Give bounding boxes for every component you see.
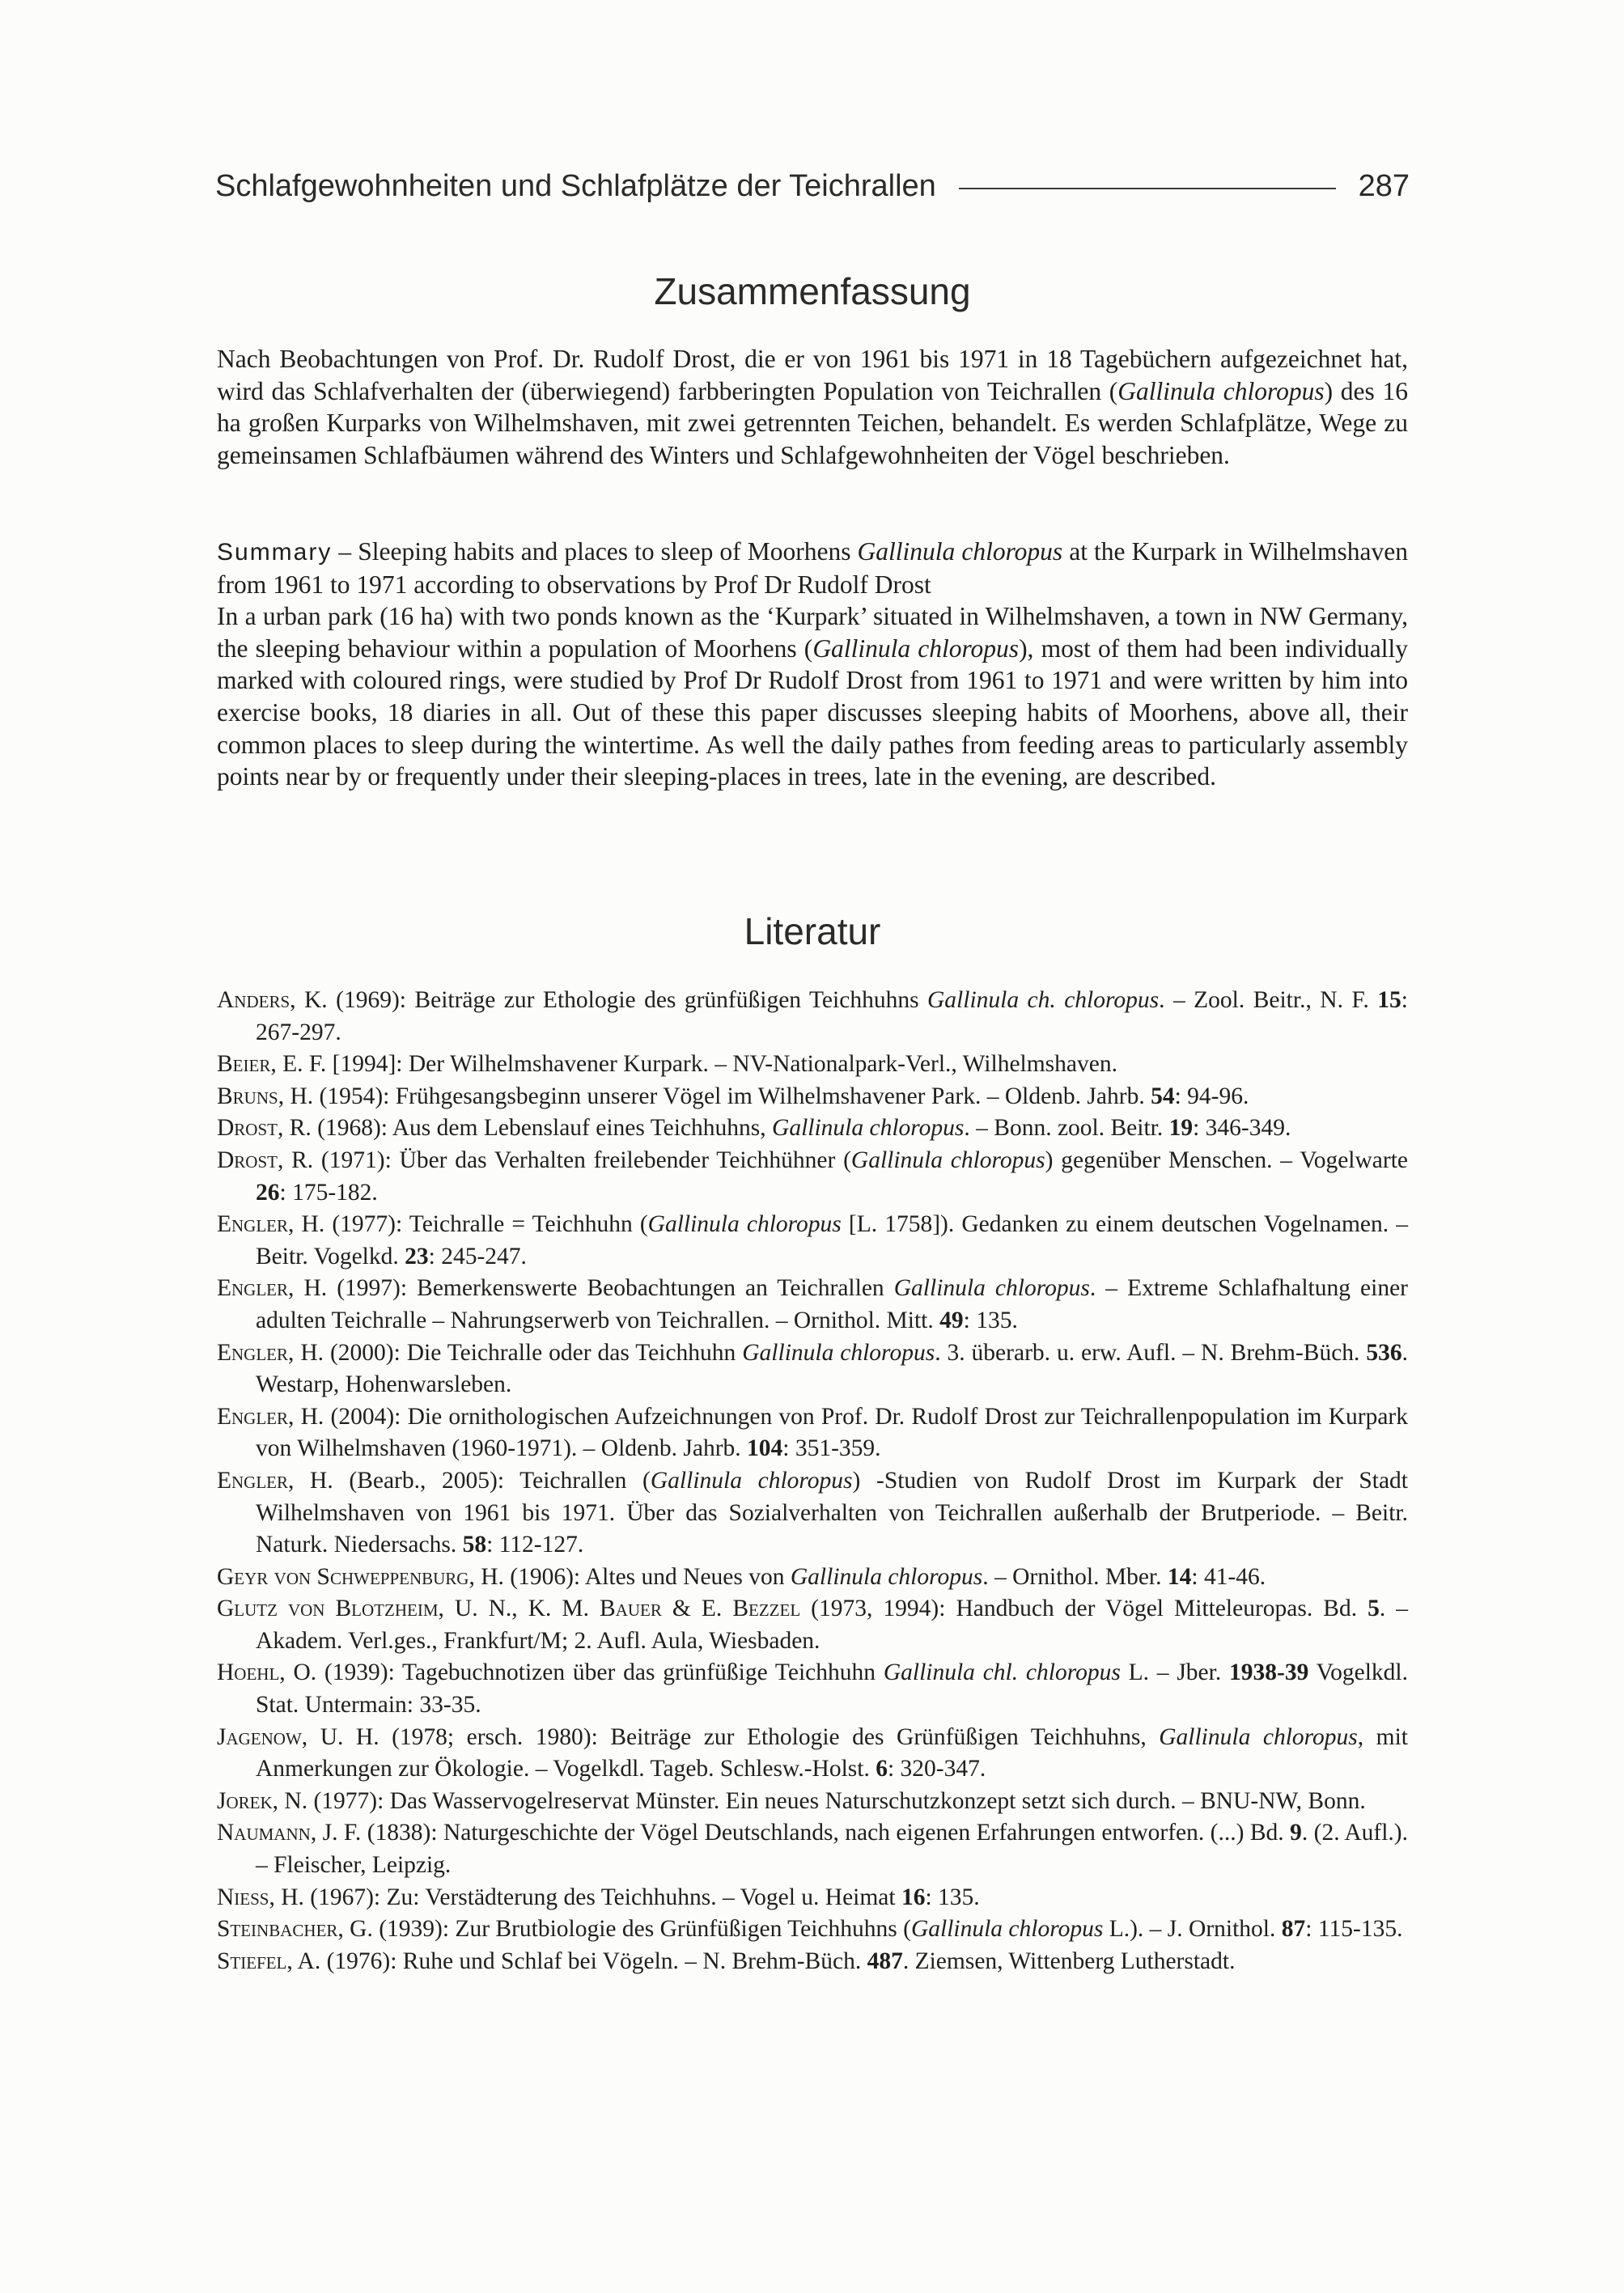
ref-text: : 351-359.: [782, 1435, 881, 1462]
ref-author: Jagenow: [217, 1723, 302, 1750]
running-head: [215, 166, 1410, 206]
reference-item: [217, 1657, 1408, 1721]
ref-text: ) -Studien von Rudolf Drost im Kurpark der Stadt Wilhelmshaven von 1961 bis 1971. Über das Sozialverhalten von Teichrallen außerhalb der Brutperiode. – Beitr. Naturk. Niedersachs.: [256, 1467, 1408, 1558]
ref-author: Glutz von Blotzheim: [217, 1596, 439, 1622]
ref-author: Bruns: [217, 1083, 278, 1109]
zusammenfassung-paragraph: [217, 343, 1408, 471]
ref-volume: 16: [901, 1884, 926, 1910]
ref-text: . (2. Aufl.). – Fleischer, Leipzig.: [256, 1820, 1409, 1879]
ref-author: Geyr von Schweppenburg: [217, 1563, 469, 1590]
ref-volume: 58: [462, 1532, 487, 1558]
ref-author: Drost: [217, 1115, 278, 1142]
ref-text: & E.: [661, 1596, 733, 1622]
reference-item: [217, 1593, 1408, 1657]
ref-volume: 104: [747, 1435, 783, 1462]
ref-author: Anders: [217, 987, 290, 1013]
ref-species: Gallinula chloropus: [893, 1275, 1090, 1302]
ref-text: : 135.: [963, 1307, 1018, 1333]
summary-text-2: ), most of them had been individually marked with coloured rings, were studied by Prof Dr Rudolf Drost from 1961 to 1971 and were written by him into exercise books, 18 diaries in all. Out of these this paper discusses sleeping habits of Moorhens, above all, their common places to sleep during the wintertime. As well the daily pathes from feeding areas to particularly assembly points near by or frequently under their sleeping-places in trees, late in the evening, are described.: [217, 634, 1408, 791]
ref-text: , mit Anmerkungen zur Ökologie. – Vogelkdl. Tageb. Schlesw.-Holst.: [256, 1723, 1409, 1782]
ref-text: , G. (1939): Zur Brutbiologie des Grünfüßigen Teichhuhns (: [337, 1916, 911, 1943]
ref-volume: 9: [1290, 1820, 1302, 1846]
ref-text: . – Extreme Schlafhaltung einer adulten Teichralle – Nahrungserwerb von Teichrallen. – Ornithol. Mitt.: [256, 1275, 1408, 1333]
ref-author: Beier: [217, 1051, 271, 1078]
ref-text: : 135.: [925, 1884, 980, 1910]
species-name: Gallinula chloropus: [1117, 376, 1325, 405]
ref-volume: 536: [1366, 1339, 1402, 1366]
ref-species: Gallinula chloropus: [850, 1146, 1045, 1173]
zusammenfassung-text-1: Nach Beobachtungen von Prof. Dr. Rudolf Drost, die er von 1961 bis 1971 in 18 Tagebüchern aufgezeichnet hat, wird das Schlafverhalten der (überwiegend) farbberingten Population von Teichrallen (: [217, 345, 1408, 405]
literatur-heading: Literatur: [744, 910, 881, 952]
ref-volume: 87: [1281, 1916, 1306, 1943]
ref-text: . – Bonn. zool. Beitr.: [964, 1115, 1169, 1142]
ref-text: . – Ornithol. Mber.: [982, 1563, 1168, 1590]
ref-text: . – Akadem. Verl.ges., Frankfurt/M; 2. Aufl. Aula, Wiesbaden.: [256, 1596, 1409, 1654]
ref-author: Bezzel: [732, 1596, 801, 1622]
reference-item: [217, 1946, 1408, 1978]
ref-author: Steinbacher: [217, 1916, 338, 1943]
ref-author: Nieß: [217, 1884, 269, 1910]
ref-volume: 49: [939, 1307, 964, 1333]
reference-item: [217, 1081, 1408, 1113]
ref-species: Gallinula chloropus: [910, 1916, 1104, 1943]
ref-text: , H. (2000): Die Teichralle oder das Teichhuhn: [288, 1339, 743, 1366]
ref-text: , U. N., K. M.: [438, 1596, 600, 1622]
reference-item: [217, 1722, 1408, 1786]
ref-text: , H. (1954): Frühgesangsbeginn unserer Vögel im Wilhelmshavener Park. – Oldenb. Jahrb.: [278, 1083, 1151, 1109]
ref-author: Naumann: [217, 1820, 311, 1846]
ref-text: . Ziemsen, Wittenberg Lutherstadt.: [902, 1948, 1236, 1974]
ref-species: Gallinula chloropus: [647, 1211, 842, 1238]
ref-text: (1973, 1994): Handbuch der Vögel Mitteleuropas. Bd.: [800, 1596, 1368, 1622]
ref-volume: 19: [1168, 1115, 1194, 1142]
ref-text: : 267-297.: [256, 987, 1408, 1045]
ref-volume: 23: [405, 1243, 429, 1269]
ref-text: , O. (1939): Tagebuchnotizen über das grünfüßige Teichhuhn: [279, 1659, 884, 1686]
reference-item: [217, 1145, 1408, 1209]
reference-item: [217, 1817, 1408, 1881]
ref-author: Engler: [217, 1403, 289, 1430]
summary-text-1: In a urban park (16 ha) with two ponds known as the ‘Kurpark’ situated in Wilhelmshaven, a town in NW Germany, the sleeping behaviour within a population of Moorhens (: [217, 602, 1408, 663]
ref-volume: 14: [1167, 1563, 1192, 1590]
ref-text: . 3. überarb. u. erw. Aufl. – N. Brehm-Büch.: [935, 1339, 1367, 1366]
ref-text: : 41-46.: [1191, 1563, 1266, 1590]
ref-volume: 54: [1151, 1083, 1175, 1109]
ref-species: Gallinula chloropus: [790, 1563, 983, 1590]
ref-text: , A. (1976): Ruhe und Schlaf bei Vögeln. – N. Brehm-Büch.: [286, 1948, 867, 1974]
ref-species: Gallinula chloropus: [1159, 1723, 1358, 1750]
reference-item: [217, 1562, 1408, 1594]
ref-volume: 15: [1377, 987, 1401, 1013]
species-name: Gallinula chloropus: [857, 537, 1063, 566]
ref-text: : 320-347.: [887, 1756, 986, 1782]
ref-text: : 346-349.: [1193, 1115, 1291, 1142]
summary-label: Summary: [217, 539, 333, 566]
ref-volume: 26: [256, 1179, 280, 1206]
ref-volume: 5: [1367, 1596, 1380, 1622]
ref-text: , H. (Bearb., 2005): Teichrallen (: [288, 1467, 651, 1494]
ref-author: Jorek: [217, 1787, 273, 1814]
ref-text: , J. F. (1838): Naturgeschichte der Vögel Deutschlands, nach eigenen Erfahrungen entworfen. (...) Bd.: [310, 1820, 1291, 1846]
ref-text: , R. (1971): Über das Verhalten freilebender Teichhühner (: [277, 1146, 851, 1173]
reference-item: [217, 1273, 1408, 1337]
reference-item: [217, 1049, 1408, 1081]
ref-text: , H. (1997): Bemerkenswerte Beobachtungen an Teichrallen: [288, 1275, 894, 1302]
summary-paragraph: [217, 536, 1408, 793]
ref-species: Gallinula chloropus: [650, 1467, 853, 1494]
summary-title-1: – Sleeping habits and places to sleep of Moorhens: [332, 537, 858, 566]
ref-text: : 245-247.: [428, 1243, 527, 1269]
ref-author: Engler: [217, 1211, 289, 1238]
running-head-rule: [959, 188, 1336, 189]
ref-text: : 115-135.: [1305, 1916, 1403, 1943]
ref-text: , H. (1967): Zu: Verstädterung des Teichhuhns. – Vogel u. Heimat: [269, 1884, 901, 1910]
ref-author: Bauer: [600, 1596, 662, 1622]
running-head-title: Schlafgewohnheiten und Schlafplätze der Teichrallen: [215, 168, 936, 203]
ref-species: Gallinula chloropus: [742, 1339, 935, 1366]
reference-item: [217, 1337, 1408, 1401]
ref-volume: 1938-39: [1229, 1659, 1309, 1686]
ref-volume: 6: [876, 1756, 888, 1782]
ref-author: Hoehl: [217, 1659, 280, 1686]
ref-author: Drost: [217, 1146, 278, 1173]
ref-text: , H. (1906): Altes und Neues von: [469, 1563, 791, 1590]
reference-item: [217, 1113, 1408, 1145]
ref-text: , U. H. (1978; ersch. 1980): Beiträge zur Ethologie des Grünfüßigen Teichhuhns,: [301, 1723, 1160, 1750]
ref-species: Gallinula chloropus: [772, 1115, 965, 1142]
ref-author: Stiefel: [217, 1948, 287, 1974]
ref-author: Engler: [217, 1275, 289, 1302]
page-number: 287: [1358, 168, 1410, 203]
ref-text: L. – Jber.: [1120, 1659, 1230, 1686]
ref-text: , E. F. [1994]: Der Wilhelmshavener Kurpark. – NV-Nationalpark-Verl., Wilhelmshaven.: [270, 1051, 1117, 1078]
ref-text: Vogelkdl. Stat. Untermain: 33-35.: [256, 1659, 1408, 1719]
ref-author: Engler: [217, 1467, 289, 1494]
ref-text: . Westarp, Hohenwarsleben.: [256, 1339, 1408, 1398]
ref-text: , R. (1968): Aus dem Lebenslauf eines Teichhuhns,: [277, 1115, 773, 1142]
reference-item: [217, 1401, 1408, 1465]
ref-text: , H. (1977): Teichralle = Teichhuhn (: [288, 1211, 648, 1238]
reference-item: [217, 1786, 1408, 1818]
ref-species: Gallinula chl. chloropus: [883, 1659, 1121, 1686]
ref-text: , H. (2004): Die ornithologischen Aufzeichnungen von Prof. Dr. Rudolf Drost zur Teichrallenpopulation im Kurpark von Wilhelmshaven (1960-1971). – Oldenb. Jahrb.: [256, 1403, 1408, 1462]
reference-item: [217, 1209, 1408, 1273]
ref-text: , N. (1977): Das Wasservogelreservat Münster. Ein neues Naturschutzkonzept setzt sich durch. – BNU-NW, Bonn.: [272, 1787, 1366, 1814]
ref-volume: 487: [867, 1948, 903, 1974]
reference-item: [217, 1914, 1408, 1946]
ref-author: Engler: [217, 1339, 289, 1366]
ref-text: L.). – J. Ornithol.: [1103, 1916, 1282, 1943]
ref-text: . – Zool. Beitr., N. F.: [1159, 987, 1378, 1013]
ref-text: : 94-96.: [1174, 1083, 1249, 1109]
reference-item: [217, 1465, 1408, 1562]
zusammenfassung-text-2: ) des 16 ha großen Kurparks von Wilhelmshaven, mit zwei getrennten Teichen, behandelt. Es werden Schlafplätze, Wege zu gemeinsamen Schlafbäumen während des Winters und Schlafgewohnheiten der Vögel beschrieben.: [217, 376, 1409, 469]
ref-species: Gallinula ch. chloropus: [927, 987, 1160, 1013]
ref-text: ) gegenüber Menschen. – Vogelwarte: [1045, 1146, 1409, 1173]
ref-text: , K. (1969): Beiträge zur Ethologie des grünfüßigen Teichhuhns: [290, 987, 927, 1013]
ref-text: : 112-127.: [486, 1532, 584, 1558]
ref-text: : 175-182.: [279, 1179, 378, 1206]
ref-text: [L. 1758]). Gedanken zu einem deutschen Vogelnamen. – Beitr. Vogelkd.: [256, 1211, 1408, 1269]
reference-item: [217, 1882, 1408, 1914]
zusammenfassung-heading: Zusammenfassung: [654, 270, 971, 312]
reference-item: [217, 985, 1408, 1049]
species-name: Gallinula chloropus: [812, 634, 1020, 663]
reference-list: [217, 985, 1408, 1977]
summary-title-2: at the Kurpark in Wilhelmshaven from 1961 to 1971 according to observations by Prof Dr Rudolf Drost: [217, 537, 1408, 599]
